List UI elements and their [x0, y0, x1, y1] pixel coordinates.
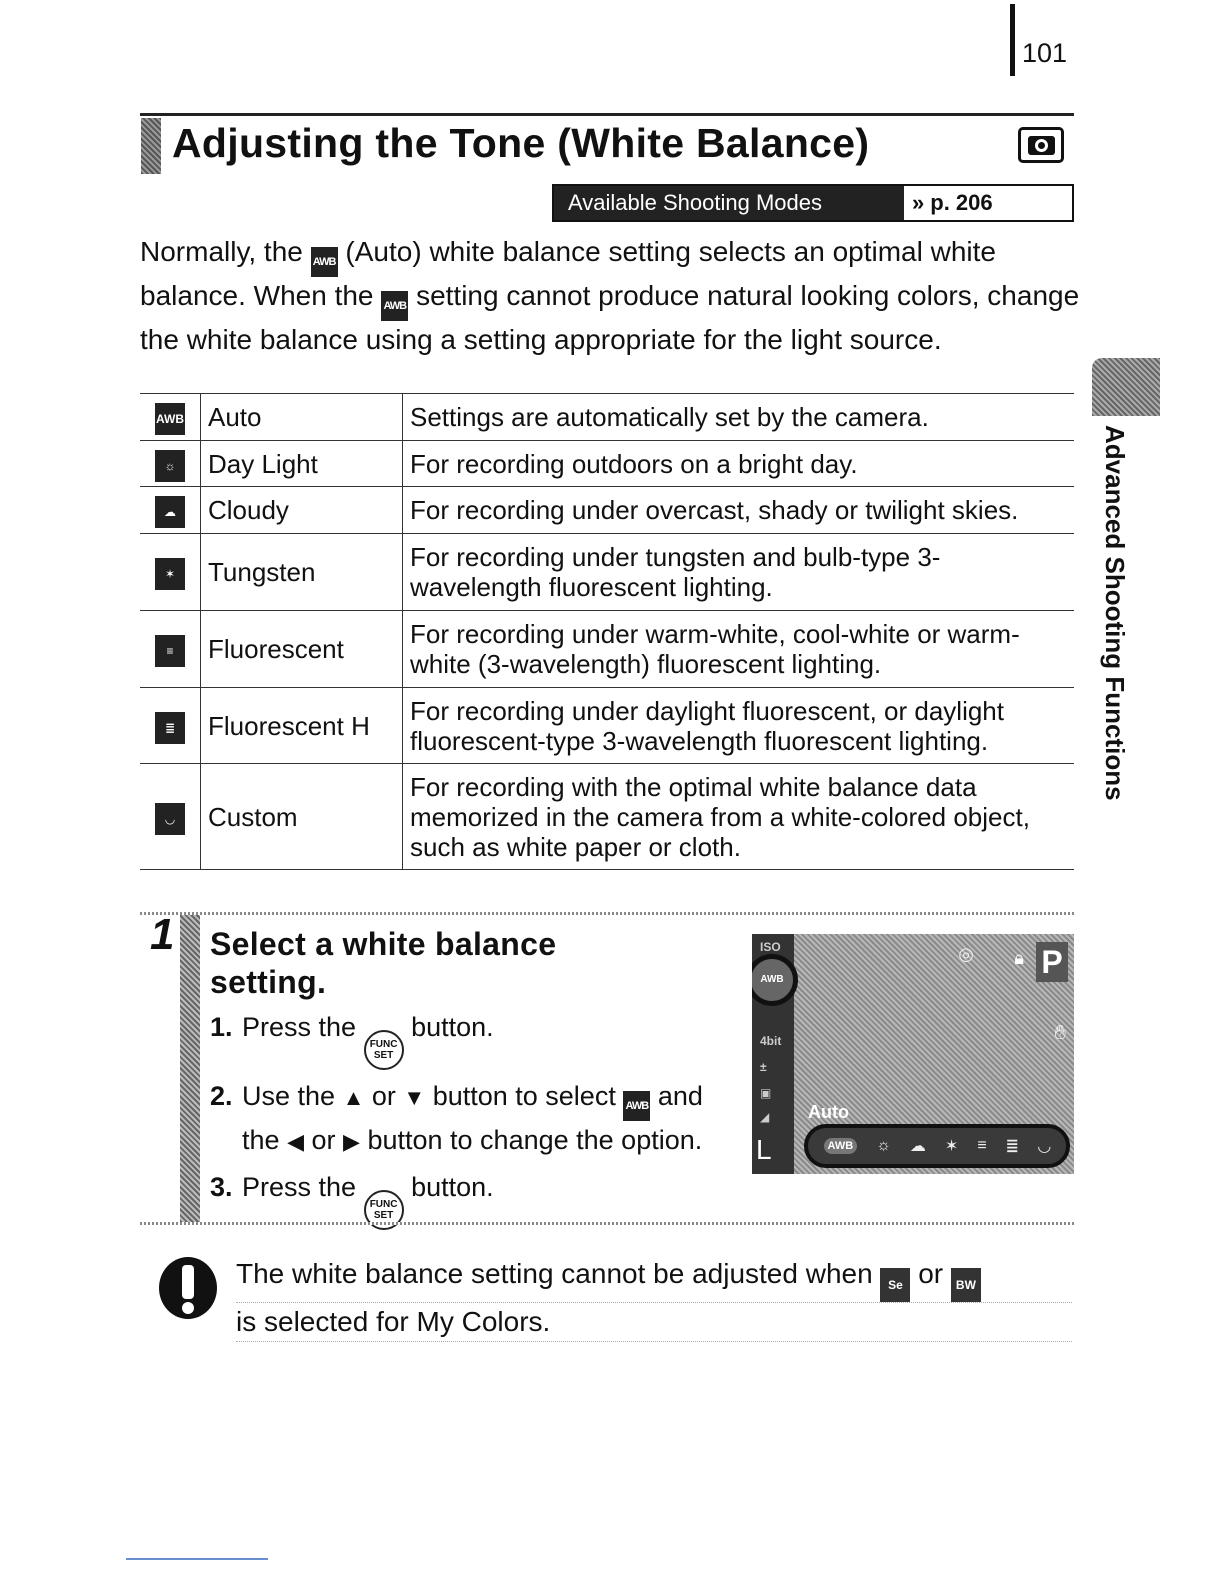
heading-marker [141, 118, 161, 174]
chapter-tab-label: Advanced Shooting Functions [1100, 425, 1130, 801]
instruction-text: Use the [242, 1081, 336, 1111]
instruction-text: button. [411, 1172, 494, 1202]
wb-option-strip [804, 1124, 1070, 1168]
metering-icon: ▣ [760, 1086, 772, 1100]
page-number-bar [1010, 4, 1015, 76]
func-set-button-icon: FUNC SET [364, 1190, 404, 1230]
caution-text: or [918, 1258, 944, 1289]
chevron-icon: » [912, 190, 925, 215]
auto-wb-icon: AWB [155, 403, 185, 435]
cloudy-icon: ☁ [155, 496, 185, 528]
image-size-icon: L [756, 1134, 772, 1165]
wb-desc: For recording outdoors on a bright day. [403, 441, 1075, 487]
up-arrow-icon: ▲ [342, 1085, 365, 1110]
instruction-item [210, 1168, 740, 1230]
wb-name: Fluorescent [201, 611, 403, 688]
caution-icon [158, 1255, 218, 1323]
intro-text-2: (Auto) white balance setting selects an optimal white balance. When the [140, 236, 996, 311]
caution-text: The white balance setting cannot be adjusted when [236, 1258, 873, 1289]
table-row [140, 441, 1074, 487]
table-row [140, 764, 1074, 870]
caution-note [236, 1255, 1072, 1342]
fluorescent-h-icon: ≣ [1005, 1138, 1020, 1155]
wb-desc: For recording under daylight fluorescent, or daylight fluorescent-type 3-wavelength fluorescent lighting. [403, 688, 1075, 764]
available-modes-label: Available Shooting Modes [554, 186, 904, 220]
wb-name: Cloudy [201, 487, 403, 534]
available-modes-ref[interactable] [904, 186, 993, 220]
chapter-tab[interactable] [1092, 358, 1160, 416]
tungsten-icon: ✶ [155, 558, 185, 590]
selected-wb-ring [752, 954, 798, 1006]
black-white-icon: BW [951, 1268, 981, 1302]
step-title-line: setting. [210, 964, 327, 1000]
instruction-number: 3. [210, 1172, 233, 1202]
instruction-item [210, 1008, 740, 1070]
awb-icon: AWB [311, 247, 338, 277]
wb-desc: For recording under warm-white, cool-white or warm-white (3-wavelength) fluorescent lighting. [403, 611, 1075, 688]
cloudy-icon: ☁ [909, 1138, 926, 1155]
wb-desc: For recording with the optimal white balance data memorized in the camera from a white-colored object, such as white paper or cloth. [403, 764, 1075, 870]
step-divider-top [140, 912, 1074, 915]
instruction-text: button. [411, 1012, 494, 1042]
intro-text-1: Normally, the [140, 236, 303, 267]
camera-icon [1018, 127, 1064, 163]
wb-desc: For recording under tungsten and bulb-type 3-wavelength fluorescent lighting. [403, 534, 1075, 611]
auto-wb-icon: AWB [824, 1138, 858, 1154]
daylight-icon: ☼ [876, 1137, 891, 1154]
step-marker [180, 915, 200, 1222]
exposure-icon: ± [760, 1060, 767, 1074]
instruction-text: Press the [242, 1172, 357, 1202]
fluorescent-icon: ≡ [977, 1137, 987, 1154]
wb-name: Fluorescent H [201, 688, 403, 764]
lock-icon: 🔒︎ [1014, 948, 1024, 968]
footer-line [126, 1558, 268, 1560]
wb-name: Tungsten [201, 534, 403, 611]
camera-screen-illustration [752, 934, 1074, 1174]
available-modes-box [552, 184, 1074, 222]
table-row [140, 534, 1074, 611]
caution-line [236, 1255, 1072, 1303]
wb-desc: Settings are automatically set by the camera. [403, 394, 1075, 441]
page-title: Adjusting the Tone (White Balance) [172, 120, 870, 166]
instruction-text: or [371, 1081, 396, 1111]
intro-text-3: setting cannot produce natural looking colors, change the white balance using a setting appropriate for the light source. [140, 280, 1080, 355]
caution-text: is selected for My Colors. [236, 1306, 551, 1337]
wb-name: Custom [201, 764, 403, 870]
page-number: 101 [1022, 38, 1068, 68]
table-row [140, 611, 1074, 688]
fluorescent-icon: ≡ [155, 635, 185, 667]
awb-icon: AWB [623, 1091, 650, 1121]
awb-icon: AWB [381, 291, 408, 321]
white-balance-table [140, 393, 1074, 870]
instruction-number: 1. [210, 1012, 233, 1042]
wb-option-label: Auto [808, 1102, 849, 1122]
my-colors-icon: 4bit [760, 1034, 782, 1048]
instruction-item [210, 1077, 740, 1161]
down-arrow-icon: ▼ [403, 1085, 426, 1110]
fluorescent-h-icon: ≣ [155, 712, 185, 744]
instruction-text: or [311, 1125, 336, 1155]
table-row [140, 487, 1074, 534]
step-number: 1 [150, 910, 175, 959]
instruction-number: 2. [210, 1081, 233, 1111]
daylight-icon: ☼ [155, 450, 185, 482]
program-mode-icon: P [1036, 942, 1068, 982]
instruction-text: button to change the option. [367, 1125, 703, 1155]
wb-desc: For recording under overcast, shady or twilight skies. [403, 487, 1075, 534]
wb-name: Day Light [201, 441, 403, 487]
shake-warning-icon: ✋︎ [1054, 1022, 1066, 1044]
sepia-icon: Se [880, 1268, 910, 1302]
step-title [210, 925, 556, 1001]
instruction-text: and the [242, 1081, 703, 1155]
step-divider-bottom [140, 1222, 1074, 1225]
instruction-text: button to select [432, 1081, 616, 1111]
page-ref: p. 206 [930, 190, 993, 215]
right-arrow-icon: ▶ [343, 1129, 360, 1154]
chapter-tab-label-wrap [1094, 425, 1134, 860]
caution-line [236, 1303, 1072, 1342]
table-row [140, 394, 1074, 441]
timer-icon: ◎ [958, 944, 974, 964]
step-title-line: Select a white balance [210, 926, 557, 962]
selected-wb-icon: AWB [760, 974, 784, 985]
table-row [140, 688, 1074, 764]
iso-icon: ISO [760, 940, 781, 954]
tungsten-icon: ✶ [944, 1138, 959, 1155]
heading-rule [140, 113, 1074, 116]
left-arrow-icon: ◀ [287, 1129, 304, 1154]
step-instructions [210, 1008, 740, 1237]
wb-name: Auto [201, 394, 403, 441]
custom-icon: ◡ [1038, 1138, 1051, 1155]
intro-paragraph [140, 233, 1080, 359]
custom-icon: ◡ [155, 803, 185, 835]
func-set-button-icon: FUNC SET [364, 1030, 404, 1070]
aspect-icon: ◢ [760, 1110, 770, 1124]
instruction-text: Press the [242, 1012, 357, 1042]
